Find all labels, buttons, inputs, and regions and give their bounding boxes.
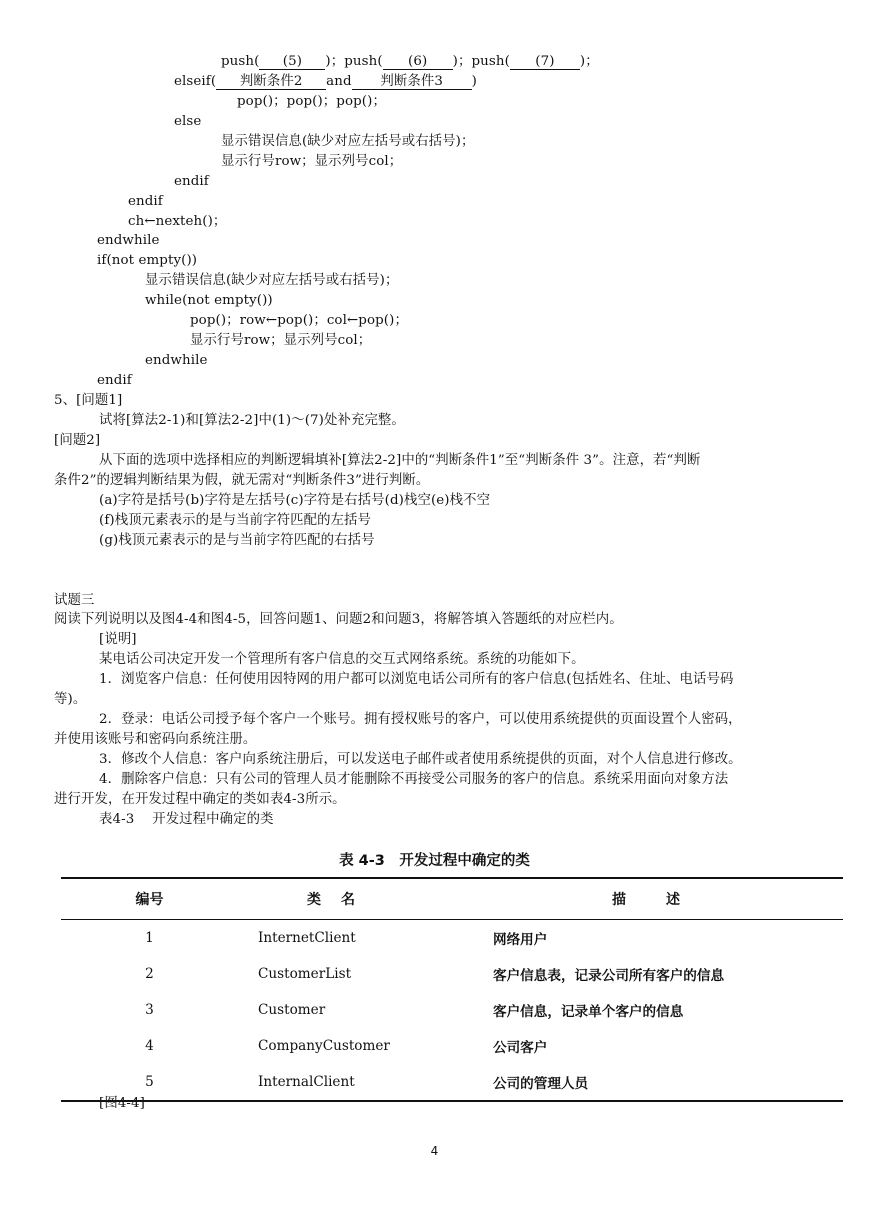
table-cell-description: 客户信息表，记录公司所有客户的信息 <box>493 968 725 984</box>
code-line: 显示行号row；显示列号col； <box>190 333 372 348</box>
table-header-cell: 类名 <box>257 878 492 920</box>
code-line-elseif <box>174 73 477 91</box>
option-line: (g)栈顶元素表示的是与当前字符匹配的右括号 <box>99 533 375 548</box>
code-line: 显示错误信息(缺少对应左括号或右括号)； <box>145 273 399 288</box>
code-line: if(not empty()) <box>97 253 198 268</box>
question-2-text: 条件2”的逻辑判断结果为假，就无需对“判断条件3”进行判断。 <box>54 473 430 488</box>
code-text: push( <box>221 54 260 69</box>
code-text: and <box>326 74 352 89</box>
paragraph: 等)。 <box>54 692 87 707</box>
table-cell-class: InternalClient <box>257 1064 492 1101</box>
table-row <box>61 1064 843 1101</box>
table-row <box>61 956 843 992</box>
table-title: 表 4-3 开发过程中确定的类 <box>339 853 530 869</box>
table-cell-class: CustomerList <box>258 966 352 982</box>
code-line: endwhile <box>97 233 160 248</box>
exam-title: 试题三 <box>54 593 95 608</box>
option-line: (f)栈顶元素表示的是与当前字符匹配的左括号 <box>99 513 372 528</box>
code-line: endif <box>97 373 132 388</box>
figure-label: [图4-4] <box>99 1096 146 1111</box>
table-row <box>61 1028 843 1064</box>
option-line: (a)字符是括号(b)字符是左括号(c)字符是右括号(d)栈空(e)栈不空 <box>99 493 491 508</box>
code-line: 显示错误信息(缺少对应左括号或右括号)； <box>221 134 475 149</box>
table-cell-class: CompanyCustomer <box>258 1038 390 1054</box>
table-cell-number: 3 <box>145 1002 154 1018</box>
blank-condition-3: 判断条件3 <box>352 74 472 90</box>
code-line: while(not empty()) <box>145 293 273 308</box>
table-cell-class: Customer <box>258 1002 326 1018</box>
table-cell-class: InternetClient <box>258 930 356 946</box>
question-1-header: 5、[问题1] <box>54 393 123 408</box>
code-text: elseif( <box>174 74 217 89</box>
blank-condition-2: 判断条件2 <box>216 74 326 90</box>
classes-table <box>61 877 843 1102</box>
paragraph: 3．修改个人信息：客户向系统注册后，可以发送电子邮件或者使用系统提供的页面，对个人信息进行修改。 <box>99 752 742 767</box>
code-line: pop()；pop()；pop()； <box>237 94 386 109</box>
code-line-push <box>221 53 599 71</box>
code-text: )； <box>579 54 599 69</box>
code-line: else <box>174 114 202 129</box>
blank-6: (6) <box>383 54 453 70</box>
table-cell-number: 2 <box>145 966 154 982</box>
code-text: )；push( <box>452 54 510 69</box>
table-row <box>61 992 843 1028</box>
paragraph: 某电话公司决定开发一个管理所有客户信息的交互式网络系统。系统的功能如下。 <box>99 652 585 667</box>
page-number: 4 <box>430 1144 439 1158</box>
table-cell-number: 5 <box>61 1064 257 1101</box>
code-line: endif <box>128 194 163 209</box>
question-2-header: [问题2] <box>54 433 101 448</box>
code-line: endif <box>174 174 209 189</box>
code-line: 显示行号row；显示列号col； <box>221 154 403 169</box>
table-cell-number: 4 <box>145 1038 154 1054</box>
table-cell-description: 公司客户 <box>493 1040 548 1056</box>
code-line: ch←nexteh()； <box>128 214 227 229</box>
question-2-text: 从下面的选项中选择相应的判断逻辑填补[算法2-2]中的“判断条件1”至“判断条件 3”。注意，若“判断 <box>99 453 701 468</box>
table-header-row <box>61 878 843 920</box>
table-caption: 表4-3 开发过程中确定的类 <box>99 812 274 827</box>
blank-5: (5) <box>259 54 325 70</box>
code-text: )；push( <box>325 54 383 69</box>
table-cell-description: 公司的管理人员 <box>492 1064 843 1101</box>
table-cell-description: 客户信息，记录单个客户的信息 <box>493 1004 684 1020</box>
table-cell-number: 1 <box>145 930 154 946</box>
code-line: pop()；row←pop()；col←pop()； <box>190 313 408 328</box>
paragraph: 1．浏览客户信息：任何使用因特网的用户都可以浏览电话公司所有的客户信息(包括姓名、住址、电话号码 <box>99 672 734 687</box>
code-text: ) <box>471 74 477 89</box>
blank-7: (7) <box>510 54 580 70</box>
code-line: endwhile <box>145 353 208 368</box>
table-cell-description: 网络用户 <box>493 932 548 948</box>
paragraph: 2．登录：电话公司授予每个客户一个账号。拥有授权账号的客户，可以使用系统提供的页面设置个人密码， <box>99 712 742 727</box>
question-1-text: 试将[算法2-1)和[算法2-2]中(1)～(7)处补充完整。 <box>99 413 405 428</box>
table-header-cell: 编号 <box>61 878 257 920</box>
exam-intro: 阅读下列说明以及图4-4和图4-5，回答问题1、问题2和问题3，将解答填入答题纸的对应栏内。 <box>54 612 623 627</box>
table-row <box>61 920 843 957</box>
paragraph: 并使用该账号和密码向系统注册。 <box>54 732 257 747</box>
paragraph: 4．删除客户信息：只有公司的管理人员才能删除不再接受公司服务的客户的信息。系统采用面向对象方法 <box>99 772 729 787</box>
table-header-cell: 描述 <box>492 878 843 920</box>
paragraph: 进行开发，在开发过程中确定的类如表4-3所示。 <box>54 792 346 807</box>
exam-note: [说明] <box>99 632 137 647</box>
